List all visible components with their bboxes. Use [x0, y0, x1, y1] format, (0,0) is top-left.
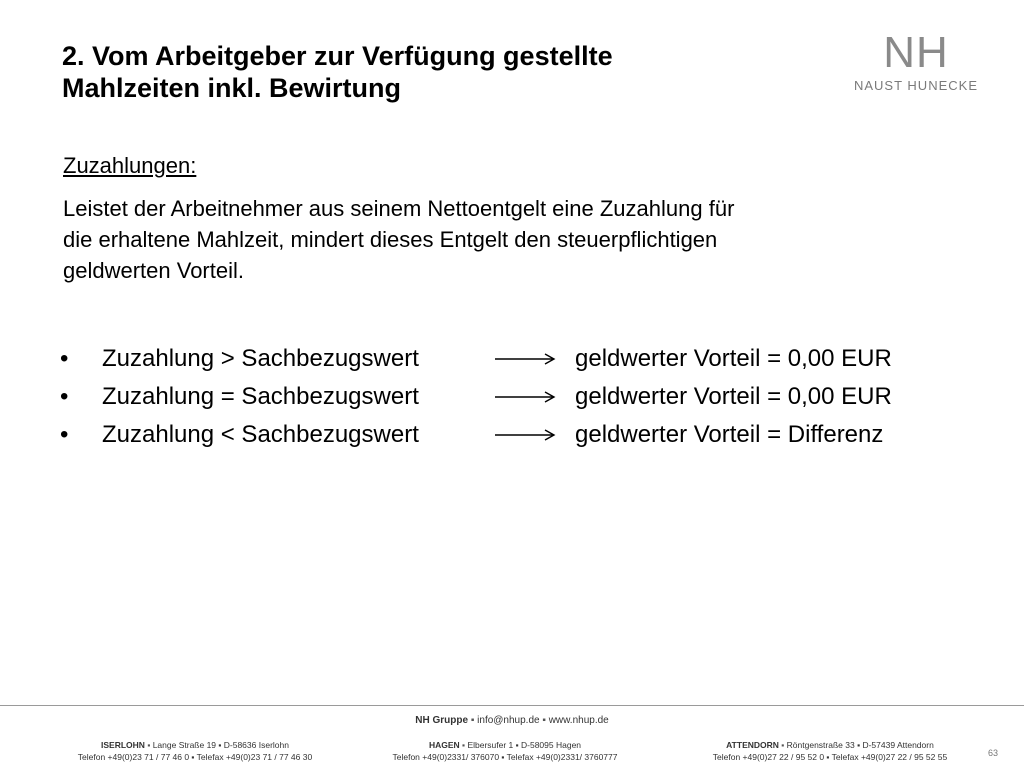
slide-title-line-2: Mahlzeiten inkl. Bewirtung	[62, 73, 402, 103]
bullet-item	[60, 340, 980, 378]
slide-title-line-1: 2. Vom Arbeitgeber zur Verfügung gestellte	[62, 41, 613, 71]
company-logo	[836, 30, 996, 94]
paragraph-line: geldwerten Vorteil.	[63, 258, 244, 283]
arrow-right-icon	[495, 351, 557, 367]
footer-separator: ▪	[147, 740, 151, 750]
paragraph-line: Leistet der Arbeitnehmer aus seinem Nettoentgelt eine Zuzahlung für	[63, 196, 735, 221]
office-contact: Telefon +49(0)2331/ 376070 ▪ Telefax +49(0)2331/ 3760777	[392, 752, 618, 762]
office-city: ATTENDORN	[726, 740, 779, 750]
footer-office-iserlohn	[40, 739, 350, 763]
office-city: ISERLOHN	[101, 740, 145, 750]
bullet-item	[60, 416, 980, 454]
bullet-item	[60, 378, 980, 416]
office-contact: Telefon +49(0)27 22 / 95 52 0 ▪ Telefax +49(0)27 22 / 95 52 55	[712, 752, 948, 762]
bullet-condition: Zuzahlung < Sachbezugswert	[102, 421, 419, 448]
footer-separator: ▪	[781, 740, 785, 750]
footer-separator: ▪	[542, 715, 546, 726]
office-contact: Telefon +49(0)23 71 / 77 46 0 ▪ Telefax +49(0)23 71 / 77 46 30	[77, 752, 313, 762]
office-city: HAGEN	[428, 740, 460, 750]
footer-contact	[0, 715, 1024, 726]
footer-email[interactable]: info@nhup.de	[477, 715, 540, 726]
slide-title	[62, 40, 822, 104]
office-address: Röntgenstraße 33 ▪ D-57439 Attendorn	[786, 740, 934, 750]
bullet-dot: •	[60, 383, 69, 410]
bullet-list	[60, 340, 980, 454]
office-address: Lange Straße 19 ▪ D-58636 Iserlohn	[152, 740, 289, 750]
page-number: 63	[988, 748, 999, 758]
bullet-dot: •	[60, 345, 69, 372]
bullet-dot: •	[60, 421, 69, 448]
arrow-right-icon	[495, 427, 557, 443]
bullet-condition: Zuzahlung > Sachbezugswert	[102, 345, 419, 372]
bullet-condition: Zuzahlung = Sachbezugswert	[102, 383, 419, 410]
footer-office-hagen	[355, 739, 655, 763]
arrow-right-icon	[495, 389, 557, 405]
body-paragraph	[63, 193, 963, 286]
logo-mark: NH	[883, 28, 949, 77]
office-address: Elbersufer 1 ▪ D-58095 Hagen	[467, 740, 582, 750]
paragraph-line: die erhaltene Mahlzeit, mindert dieses Entgelt den steuerpflichtigen	[63, 227, 718, 252]
footer-group-label: NH Gruppe	[415, 715, 469, 726]
footer-divider	[0, 705, 1024, 706]
bullet-result: geldwerter Vorteil = 0,00 EUR	[575, 383, 892, 410]
section-subheading: Zuzahlungen:	[63, 153, 197, 178]
bullet-result: geldwerter Vorteil = Differenz	[575, 421, 884, 448]
bullet-result: geldwerter Vorteil = 0,00 EUR	[575, 345, 892, 372]
footer-separator: ▪	[462, 740, 466, 750]
logo-name: NAUST HUNECKE	[853, 78, 978, 93]
footer-office-attendorn	[680, 739, 980, 763]
footer-website[interactable]: www.nhup.de	[548, 715, 609, 726]
footer-separator: ▪	[470, 715, 475, 726]
